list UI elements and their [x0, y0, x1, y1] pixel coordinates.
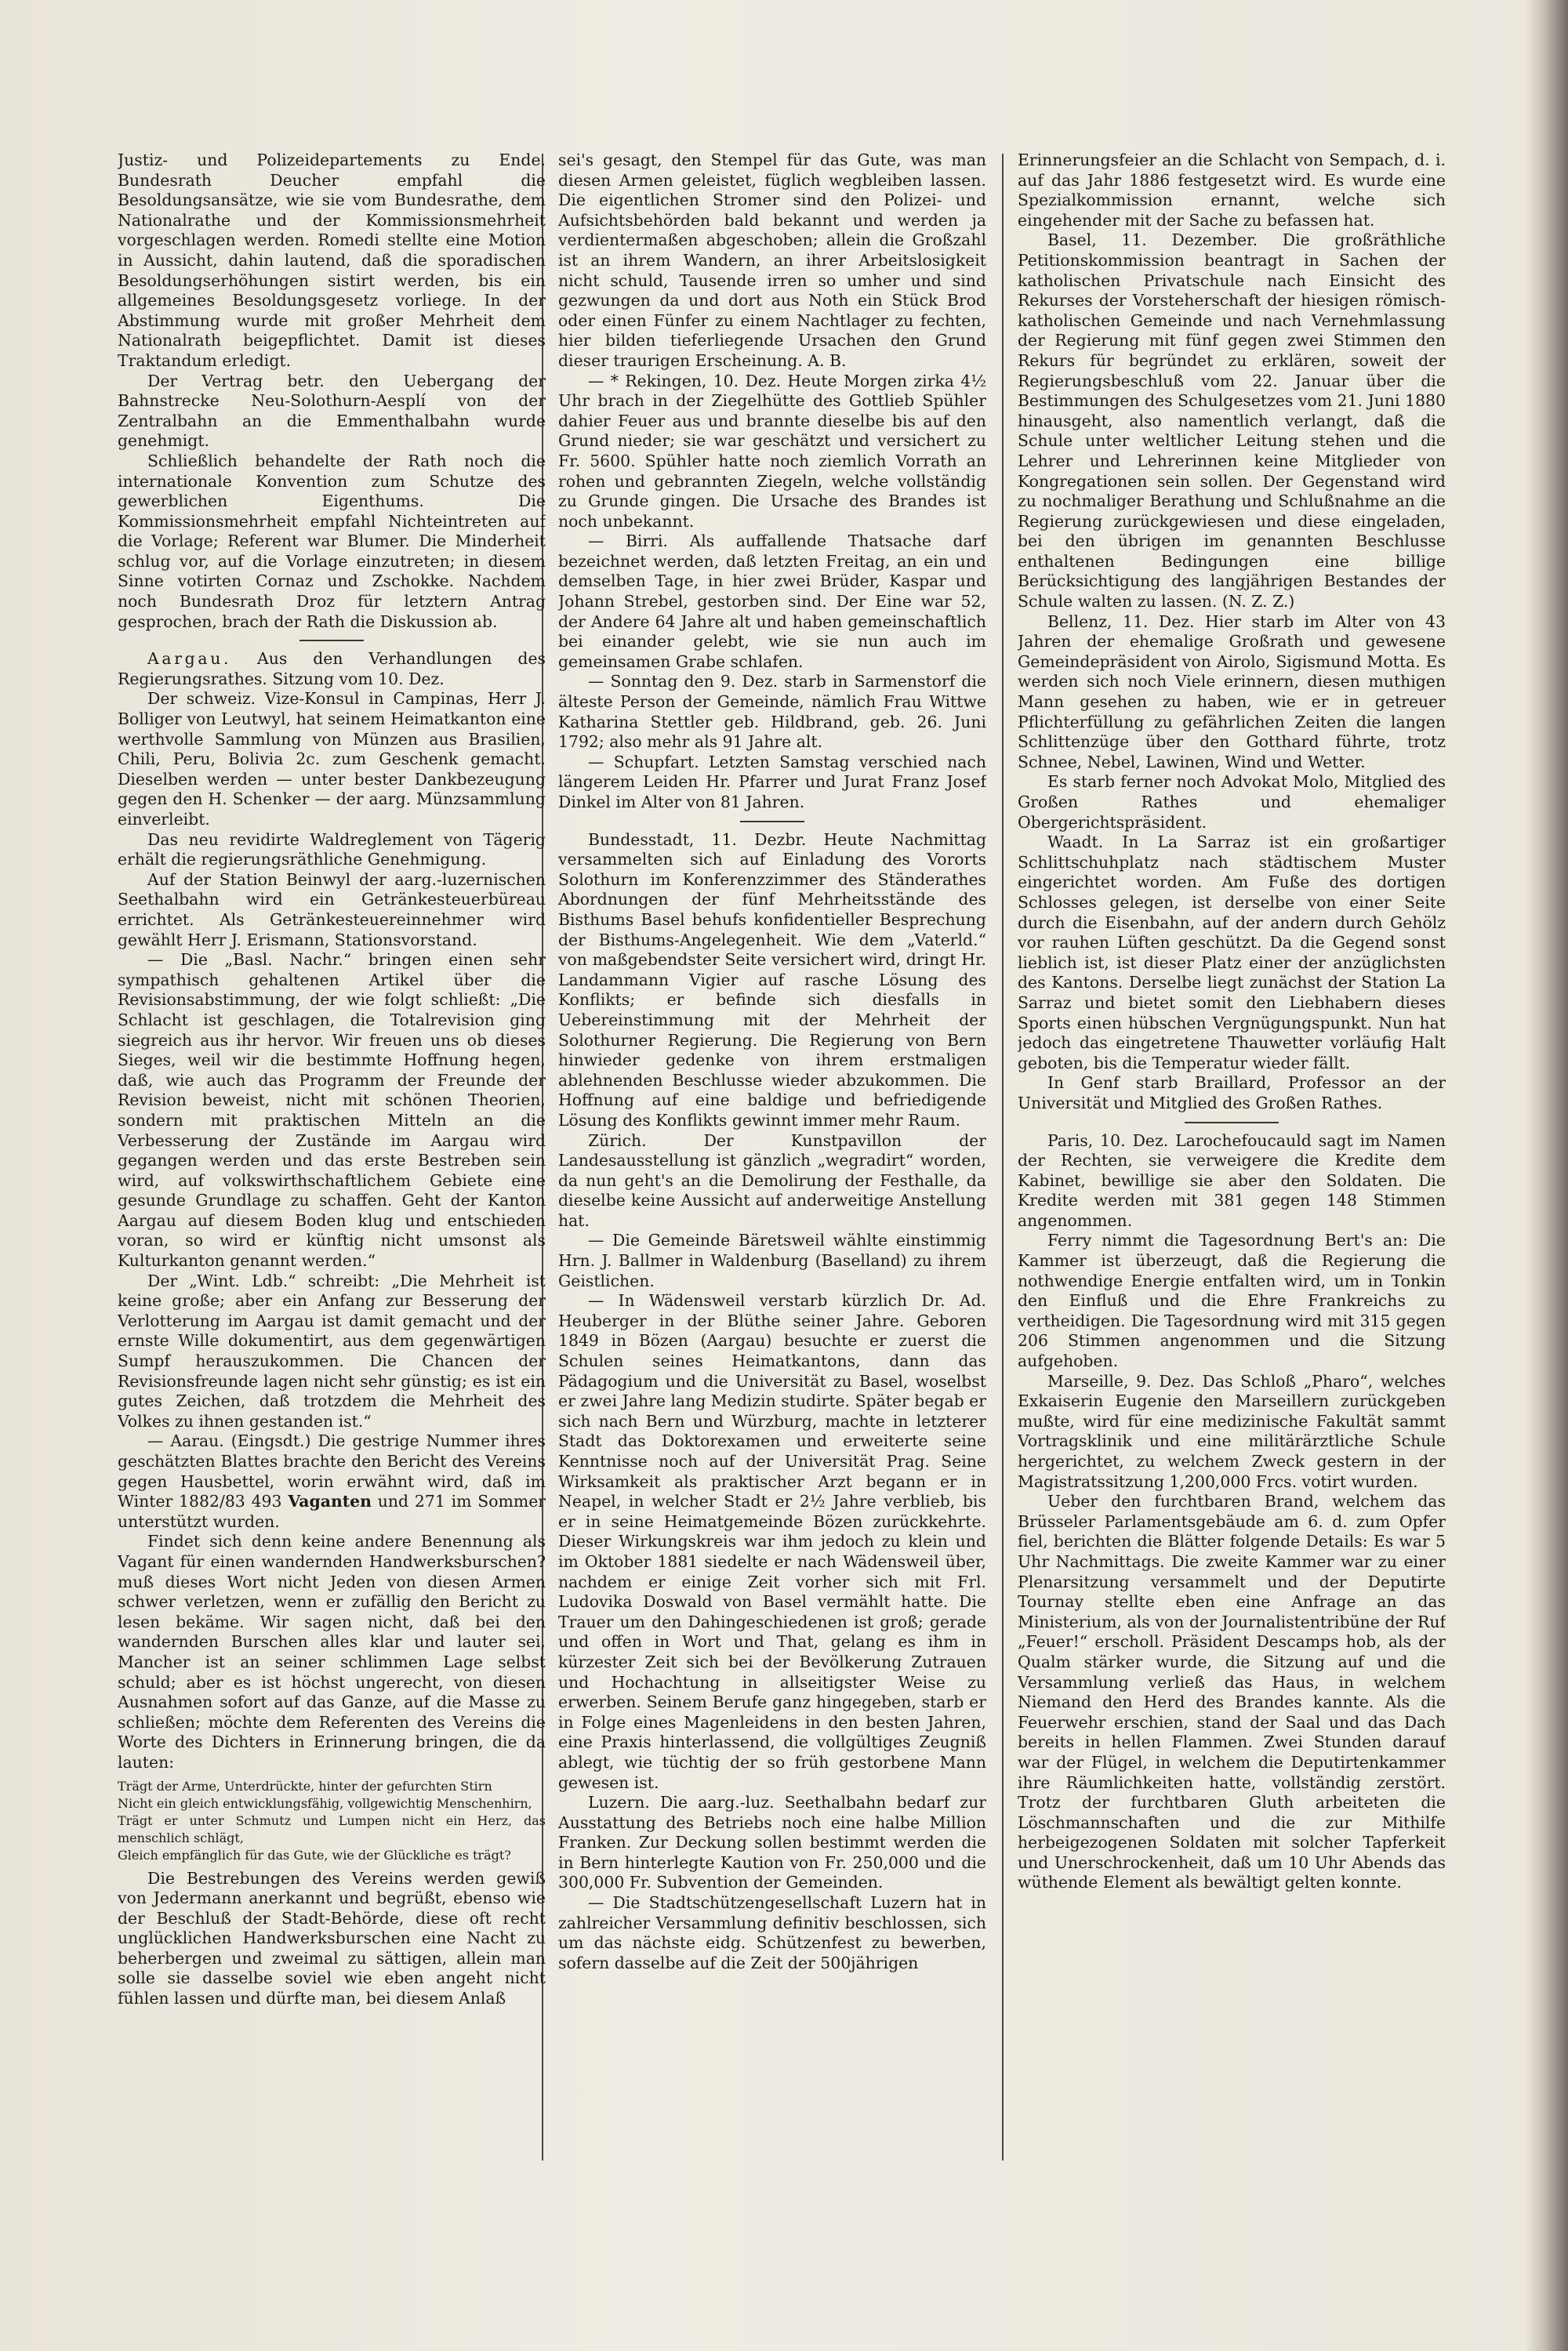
column-rule-right	[1002, 154, 1004, 2161]
column-2	[558, 151, 986, 2165]
column-1	[118, 151, 546, 2165]
section-heading: Aargau.	[147, 649, 232, 669]
paragraph-text: und 271 im Sommer unterstützt wurden.	[118, 1492, 546, 1531]
article-paragraph: Bellenz, 11. Dez. Hier starb im Alter von 43 Jahren der ehemalige Großrath und gewesene Gemeindepräsident von Airolo, Sigismund Motta. Es werden sich noch Viele erinnern, diesen muthigen Mann gesehen zu haben, wie er in getreuer Pflichterfüllung zu gefährlichen Zeiten die langen Schlittenzüge über den Gotthard führte, trotz Schnee, Nebel, Lawinen, Wind und Wetter.	[1018, 611, 1446, 771]
article-paragraph: — * Rekingen, 10. Dez. Heute Morgen zirka 4½ Uhr brach in der Ziegelhütte des Gottlieb Spühler dahier Feuer aus und brannte dieselbe bis auf den Grund nieder; sie war geschätzt und versichert zu Fr. 5600. Spühler hatte noch ziemlich Vorrath an rohen und gebrannten Ziegeln, welche vollständig zu Grunde gingen. Die Ursache des Brandes ist noch unbekannt.	[558, 371, 986, 531]
article-paragraph: In Genf starb Braillard, Professor an der Universität und Mitglied des Großen Rathes.	[1018, 1073, 1446, 1112]
article-paragraph: Zürich. Der Kunstpavillon der Landesausstellung ist gänzlich „wegradirt“ worden, da nun geht's an die Demolirung der Festhalle, da dieselbe keine Aussicht auf anderweitige Anstellung hat.	[558, 1130, 986, 1230]
poem-line: Trägt er unter Schmutz und Lumpen nicht ein Herz, das menschlich schlägt,	[118, 1812, 546, 1845]
binding-shadow	[1526, 0, 1568, 2351]
paragraph-text: — Aarau. (Eingsdt.) Die gestrige Nummer ihres geschätzten Blattes brachte den Bericht des Vereins gegen Hausbettel, worin erwähnt wird, daß im Winter 1882/83 493	[118, 1431, 546, 1511]
article-paragraph	[118, 649, 546, 689]
paragraph-text: Aus den Verhandlungen des Regierungsrathes. Sitzung vom 10. Dez.	[118, 649, 546, 688]
article-paragraph: Ferry nimmt die Tagesordnung Bert's an: Die Kammer ist überzeugt, daß die Regierung die nothwendige Energie entfalten wird, um in Tonkin den Einfluß und die Ehre Frankreichs zu vertheidigen. Die Tagesordnung wird mit 315 gegen 206 Stimmen angenommen und die Sitzung aufgehoben.	[1018, 1231, 1446, 1371]
article-paragraph: Bundesstadt, 11. Dezbr. Heute Nachmittag versammelten sich auf Einladung des Vororts Solothurn im Konferenzzimmer des Ständerathes Abordnungen der fünf Mehrheitsstände des Bisthums Basel behufs konfidentieller Besprechung der Bisthums-Angelegenheit. Wie dem „Vaterld.“ von maßgebendster Seite versichert wird, dringt Hr. Landammann Vigier auf rasche Lösung des Konflikts; er befinde sich diesfalls in Uebereinstimmung mit der Mehrheit der Solothurner Regierung. Die Regierung von Bern hinwieder gedenke von ihrem erstmaligen ablehnenden Beschlusse wieder abzukommen. Die Hoffnung auf eine baldige und befriedigende Lösung des Konflikts gewinnt immer mehr Raum.	[558, 829, 986, 1130]
poem-line: Gleich empfänglich für das Gute, wie der Glückliche es trägt?	[118, 1847, 511, 1863]
article-paragraph: Der „Wint. Ldb.“ schreibt: „Die Mehrheit ist keine große; aber ein Anfang zur Besserung der Verlotterung im Aargau ist damit gemacht und der ernste Wille dokumentirt, aus dem gegenwärtigen Sumpf herauszukommen. Die Chancen der Revisionsfreunde lagen nicht sehr günstig; es ist ein gutes Zeichen, daß trotzdem die Mehrheit des Volkes zu ihnen gestanden ist.“	[118, 1271, 546, 1431]
section-divider	[740, 821, 804, 822]
poem-quote	[118, 1778, 546, 1864]
article-paragraph: — Die „Basl. Nachr.“ bringen einen sehr sympathisch gehaltenen Artikel über die Revisionsabstimmung, der wie folgt schließt: „Die Schlacht ist geschlagen, die Totalrevision ging siegreich aus ihr hervor. Wir freuen uns ob dieses Sieges, weil wir die bestimmte Hoffnung hegen, daß, wie auch das Programm der Freunde der Revision beweist, nicht mit schönen Theorien, sondern mit praktischen Mitteln an die Verbesserung der Zustände im Aargau wird gegangen werden und das erste Bestreben sein wird, auf volkswirthschaftlichem Gebiete eine gesunde Grundlage zu schaffen. Geht der Kanton Aargau auf diesem Boden klug und entschieden voran, so wird er künftig nicht umsonst als Kulturkanton genannt werden.“	[118, 950, 546, 1271]
article-paragraph: Waadt. In La Sarraz ist ein großartiger Schlittschuhplatz nach städtischem Muster eingerichtet worden. Am Fuße des dortigen Schlosses gelegen, ist derselbe von einer Seite durch die Eisenbahn, auf der andern durch Gehölz vor rauhen Lüften geschützt. Da die Gegend sonst lieblich ist, ist dieser Platz einer der anzüglichsten des Kantons. Derselbe liegt zunächst der Station La Sarraz und bietet somit den Liebhabern dieses Sports einen hübschen Vergnügungspunkt. Nun hat jedoch das eingetretene Thauwetter vorläufig Halt geboten, bis die Temperatur wieder fällt.	[1018, 833, 1446, 1072]
article-paragraph: Findet sich denn keine andere Benennung als Vagant für einen wandernden Handwerksburschen? muß dieses Wort nicht Jeden von diesen Armen schwer verletzen, wenn er zufällig den Bericht zu lesen bekäme. Wir sagen nicht, daß bei den wandernden Burschen alles klar und lauter sei, Mancher ist an seiner schlimmen Lage selbst schuld; aber es ist höchst ungerecht, von diesen Ausnahmen sofort auf das Ganze, auf die Masse zu schließen; möchte dem Referenten des Vereins die Worte des Dichters in Erinnerung bringen, die da lauten:	[118, 1532, 546, 1772]
article-paragraph: Luzern. Die aarg.-luz. Seethalbahn bedarf zur Ausstattung des Betriebs noch eine halbe Million Franken. Zur Deckung sollen bestimmt werden die in Bern hinterlegte Kaution von Fr. 250,000 und die 300,000 Fr. Subvention der Gemeinden.	[558, 1793, 986, 1892]
poem-line: Trägt der Arme, Unterdrückte, hinter der gefurchten Stirn	[118, 1778, 492, 1794]
article-paragraph: Der Vertrag betr. den Uebergang der Bahnstrecke Neu-Solothurn-Aesplí von der Zentralbahn an die Emmenthalbahn wurde genehmigt.	[118, 371, 546, 451]
column-3	[1018, 151, 1446, 2165]
article-paragraph: Marseille, 9. Dez. Das Schloß „Pharo“, welches Exkaiserin Eugenie den Marseillern zurückgeben mußte, wird für eine medizinische Fakultät sammt Vortragsklinik und eine militärärztliche Schule hergerichtet, zu welchem Zweck gestern in der Magistratssitzung 1,200,000 Frcs. votirt wurden.	[1018, 1371, 1446, 1491]
article-paragraph: Schließlich behandelte der Rath noch die internationale Konvention zum Schutze des gewerblichen Eigenthums. Die Kommissionsmehrheit empfahl Nichteintreten auf die Vorlage; Referent war Blumer. Die Minderheit schlug vor, auf die Vorlage einzutreten; in diesem Sinne votirten Cornaz und Zschokke. Nachdem noch Bundesrath Droz für letztern Antrag gesprochen, brach der Rath die Diskussion ab.	[118, 451, 546, 631]
article-paragraph: Basel, 11. Dezember. Die großräthliche Petitionskommission beantragt in Sachen der katholischen Privatschule nach Einsicht des Rekurses der Vorsteherschaft der hiesigen römisch-katholischen Gemeinde und nach Vernehmlassung der Regierung mit fünf gegen zwei Stimmen den Rekurs für begründet zu erklären, soweit der Regierungsbeschluß vom 22. Januar über die Bestimmungen des Schulgesetzes vom 21. Juni 1880 hinausgeht, also namentlich verlangt, daß die Schule unter weltlicher Leitung stehen und die Lehrer und Lehrerinnen keine Mitglieder von Kongregationen sein sollen. Der Gegenstand wird zu nochmaliger Berathung und Schlußnahme an die Regierung zurückgewiesen und diese eingeladen, bei den übrigen im genannten Beschlusse enthaltenen Bedingungen eine billige Berücksichtigung des langjährigen Bestandes der Schule walten zu lassen. (N. Z. Z.)	[1018, 230, 1446, 611]
article-paragraph: — Schupfart. Letzten Samstag verschied nach längerem Leiden Hr. Pfarrer und Jurat Franz Josef Dinkel im Alter von 81 Jahren.	[558, 752, 986, 811]
article-paragraph: — Die Gemeinde Bäretsweil wählte einstimmig Hrn. J. Ballmer in Waldenburg (Baselland) zu ihrem Geistlichen.	[558, 1231, 986, 1290]
section-divider	[1185, 1122, 1279, 1123]
poem-line: Nicht ein gleich entwicklungsfähig, vollgewichtig Menschenhirn,	[118, 1795, 532, 1811]
article-paragraph: Ueber den furchtbaren Brand, welchem das Brüsseler Parlamentsgebäude am 6. d. zum Opfer fiel, berichten die Blätter folgende Details: Es war 5 Uhr Nachmittags. Die zweite Kammer war zu einer Plenarsitzung versammelt und der Deputirte Tournay stellte eben eine Anfrage an das Ministerium, als von der Journalistentribüne der Ruf „Feuer!“ erscholl. Präsident Descamps hob, als der Qualm stärker wurde, die Sitzung auf und die Versammlung verließ das Haus, in welchem Niemand den Herd des Brandes kannte. Als die Feuerwehr erschien, stand der Saal und das Dach bereits in hellen Flammen. Zwei Stunden darauf war der Flügel, in welchem die Deputirtenkammer ihre Räumlichkeiten hatte, vollständig zerstört. Trotz der furchtbaren Gluth arbeiteten die Löschmannschaften und die zur Mithilfe herbeigezogenen Soldaten mit solcher Tapferkeit und Unerschrockenheit, daß um 10 Uhr Abends das wüthende Element als bewältigt gelten konnte.	[1018, 1492, 1446, 1892]
article-paragraph: Der schweiz. Vize-Konsul in Campinas, Herr J. Bolliger von Leutwyl, hat seinem Heimatkanton eine werthvolle Sammlung von Münzen aus Brasilien, Chili, Peru, Bolivia 2c. zum Geschenk gemacht. Dieselben werden — unter bester Dankbezeugung gegen den H. Schenker — der aarg. Münzsammlung einverleibt.	[118, 689, 546, 829]
article-paragraph: Erinnerungsfeier an die Schlacht von Sempach, d. i. auf das Jahr 1886 festgesetzt wird. Es wurde eine Spezialkommission ernannt, welche sich eingehender mit der Sache zu befassen hat.	[1018, 151, 1446, 230]
article-paragraph: — In Wädensweil verstarb kürzlich Dr. Ad. Heuberger in der Blüthe seiner Jahre. Geboren 1849 in Bözen (Aargau) besuchte er zuerst die Schulen seines Heimatkantons, dann das Pädagogium und die Universität zu Basel, woselbst er zwei Jahre lang Medizin studirte. Später begab er sich nach Bern und Würzburg, machte in letzterer Stadt das Doktorexamen und erweiterte seine Kenntnisse noch auf der Universität Prag. Seine Wirksamkeit als praktischer Arzt begann er in Neapel, in welcher Stadt er 2½ Jahre verblieb, bis er in seine Heimatgemeinde Bözen zurückkehrte. Dieser Wirkungskreis war ihm jedoch zu klein und im Oktober 1881 siedelte er nach Wädensweil über, nachdem er einige Zeit vorher sich mit Frl. Ludovika Doswald von Basel vermählt hatte. Die Trauer um den Dahingeschiedenen ist groß; gerade und offen in Wort und That, gelang es ihm in kürzester Zeit sich bei der Bevölkerung Zutrauen und Hochachtung in allseitigster Weise zu erwerben. Seinem Berufe ganz hingegeben, starb er in Folge eines Magenleidens in den besten Jahren, eine Praxis hinterlassend, die vollgültiges Zeugniß ablegt, wie tüchtig der so früh gestorbene Mann gewesen ist.	[558, 1291, 986, 1792]
article-paragraph: Die Bestrebungen des Vereins werden gewiß von Jedermann anerkannt und begrüßt, ebenso wie der Beschluß der Stadt-Behörde, diese oft recht unglücklichen Handwerksburschen eine Nacht zu beherbergen und zweimal zu sättigen, allein man solle sie dasselbe soviel wie eben angeht nicht fühlen lassen und dürfte man, bei diesem Anlaß	[118, 1868, 546, 2008]
section-divider	[299, 640, 364, 641]
article-paragraph: sei's gesagt, den Stempel für das Gute, was man diesen Armen geleistet, füglich wegbleiben lassen. Die eigentlichen Stromer sind den Polizei- und Aufsichtsbehörden bald bekannt und werden ja verdientermaßen abgeschoben; allein die Großzahl ist an ihrem Wandern, an ihrer Arbeitslosigkeit nicht schuld, Tausende irren so umher und sind gezwungen da und dort aus Noth ein Stück Brod oder einen Fünfer zu einem Nachtlager zu fechten, hier bilden tieferliegende Ursachen den Grund dieser traurigen Erscheinung. A. B.	[558, 151, 986, 370]
emphasized-word: Vaganten	[288, 1492, 372, 1511]
article-paragraph: Paris, 10. Dez. Larochefoucauld sagt im Namen der Rechten, sie verweigere die Kredite dem Kabinet, bewillige sie aber den Soldaten. Die Kredite werden mit 381 gegen 148 Stimmen angenommen.	[1018, 1130, 1446, 1230]
article-paragraph: — Die Stadtschützengesellschaft Luzern hat in zahlreicher Versammlung definitiv beschlossen, sich um das nächste eidg. Schützenfest zu bewerben, sofern dasselbe auf die Zeit der 500jährigen	[558, 1893, 986, 1972]
article-paragraph: Das neu revidirte Waldreglement von Tägerig erhält die regierungsräthliche Genehmigung.	[118, 829, 546, 869]
article-paragraph: Justiz- und Polizeidepartements zu Ende. Bundesrath Deucher empfahl die Besoldungsansätze, wie sie vom Bundesrathe, dem Nationalrathe und der Kommissionsmehrheit vorgeschlagen werden. Romedi stellte eine Motion in Aussicht, dahin lautend, daß die sporadischen Besoldungserhöhungen sistirt werden, bis ein allgemeines Besoldungsgesetz vorliege. In der Abstimmung wurde mit großer Mehrheit dem Nationalrath beigepflichtet. Damit ist dieses Traktandum erledigt.	[118, 151, 546, 370]
article-paragraph: Auf der Station Beinwyl der aarg.-luzernischen Seethalbahn wird ein Getränkesteuerbüreau errichtet. Als Getränkesteuereinnehmer wird gewählt Herr J. Erismann, Stationsvorstand.	[118, 869, 546, 949]
article-paragraph: — Sonntag den 9. Dez. starb in Sarmenstorf die älteste Person der Gemeinde, nämlich Frau Wittwe Katharina Stettler geb. Hildbrand, geb. 26. Juni 1792; also mehr als 91 Jahre alt.	[558, 672, 986, 752]
article-paragraph: Es starb ferner noch Advokat Molo, Mitglied des Großen Rathes und ehemaliger Obergerichtspräsident.	[1018, 772, 1446, 832]
article-paragraph: — Birri. Als auffallende Thatsache darf bezeichnet werden, daß letzten Freitag, an ein und demselben Tage, in hier zwei Brüder, Kaspar und Johann Strebel, gestorben sind. Der Eine war 52, der Andere 64 Jahre alt und haben gemeinschaftlich bei einander gelebt, wie sie nun auch im gemeinsamen Grabe schlafen.	[558, 532, 986, 671]
article-paragraph	[118, 1431, 546, 1532]
